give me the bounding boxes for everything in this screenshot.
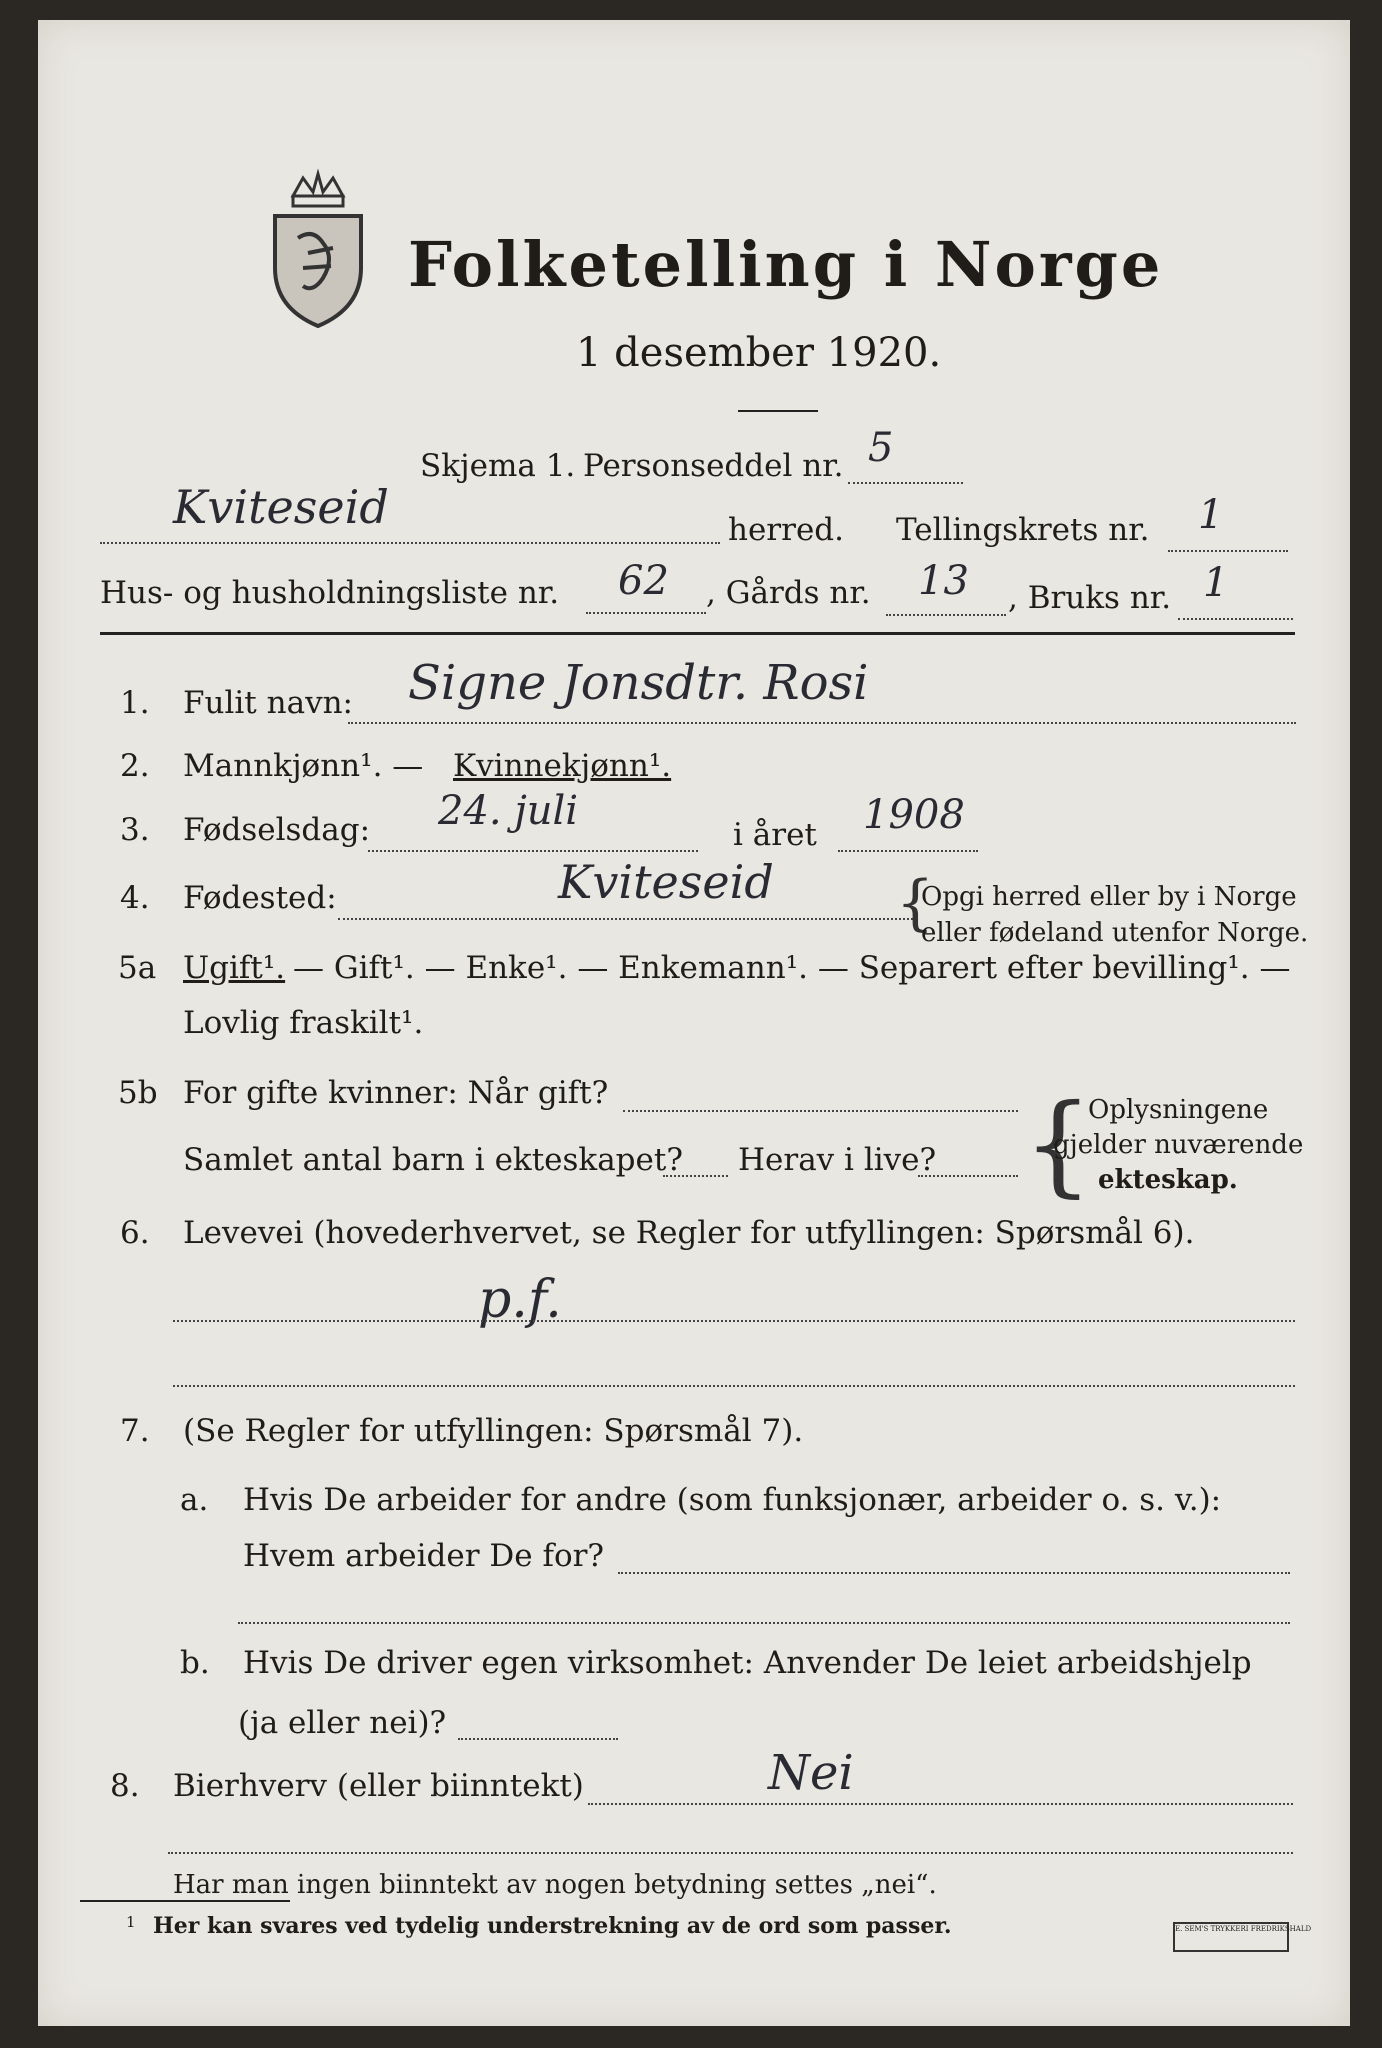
marriage-note-line2: gjelder nuværende	[1053, 1130, 1304, 1160]
q3-number: 3.	[120, 812, 150, 848]
q5b-alive-label: Herav i live?	[738, 1142, 937, 1178]
occupation-value[interactable]: p.f.	[478, 1270, 562, 1330]
bruks-label: , Bruks nr.	[1008, 580, 1172, 616]
marital-divorced-option[interactable]: Lovlig fraskilt¹.	[183, 1005, 424, 1041]
q7a-label: Hvis De arbeider for andre (som funksjonær, arbeider o. s. v.):	[243, 1482, 1222, 1518]
footnote-marker: 1	[126, 1913, 136, 1931]
q7b-yesno-label: (ja eller nei)?	[238, 1705, 447, 1741]
q8-note: Har man ingen biinntekt av nogen betydning settes „nei“.	[173, 1870, 937, 1900]
tellingskrets-value[interactable]: 1	[1198, 492, 1224, 538]
birthplace-value[interactable]: Kviteseid	[558, 855, 774, 909]
herred-value[interactable]: Kviteseid	[173, 480, 389, 534]
q2-number: 2.	[120, 748, 150, 784]
form-date: 1 desember 1920.	[576, 330, 942, 376]
herred-label: herred.	[728, 512, 844, 548]
q4-label: Fødested:	[183, 880, 337, 916]
q7b-label: Hvis De driver egen virksomhet: Anvender De leiet arbeidshjelp	[243, 1645, 1252, 1681]
marriage-note-line1: Oplysningene	[1088, 1095, 1269, 1125]
header-rule	[100, 632, 1295, 635]
q7a-number: a.	[180, 1482, 209, 1518]
printer-stamp-text: E. SEM'S TRYKKERI FREDRIKSHALD	[1175, 1925, 1312, 1933]
q8-number: 8.	[110, 1768, 140, 1804]
q4-number: 4.	[120, 880, 150, 916]
q7a-employer-label: Hvem arbeider De for?	[243, 1538, 605, 1574]
bruks-value[interactable]: 1	[1203, 560, 1229, 606]
brace-icon: {	[1023, 1080, 1093, 1208]
birth-year-label: i året	[733, 817, 817, 853]
census-form	[38, 20, 1350, 2026]
coat-of-arms-icon	[263, 168, 373, 328]
personseddel-label: Personseddel nr.	[583, 448, 844, 484]
gards-value[interactable]: 13	[918, 558, 969, 604]
q6-number: 6.	[120, 1215, 150, 1251]
q3-label: Fødselsdag:	[183, 812, 371, 848]
footnote-text: Her kan svares ved tydelig understrekning av de ord som passer.	[153, 1913, 952, 1939]
footnote-divider	[80, 1900, 290, 1902]
schema-label: Skjema 1.	[420, 448, 576, 484]
personseddel-value[interactable]: 5	[868, 425, 894, 471]
gender-male-option[interactable]: Mannkjønn¹. —	[183, 748, 424, 784]
marital-other-options[interactable]: — Gift¹. — Enke¹. — Enkemann¹. — Separert efter bevilling¹. —	[293, 950, 1291, 986]
q5b-number: 5b	[118, 1075, 158, 1111]
q6-label: Levevei (hovederhvervet, se Regler for utfyllingen: Spørsmål 6).	[183, 1215, 1195, 1251]
q5b-children-label: Samlet antal barn i ekteskapet?	[183, 1142, 683, 1178]
q8-label: Bierhverv (eller biinntekt)	[173, 1768, 584, 1804]
q7-number: 7.	[120, 1413, 150, 1449]
gards-label: , Gårds nr.	[706, 575, 871, 611]
marital-unmarried-option[interactable]: Ugift¹.	[183, 950, 286, 986]
printer-stamp	[1173, 1922, 1312, 1952]
marriage-note-line3: ekteskap.	[1098, 1165, 1238, 1195]
birthplace-note-line1: Opgi herred eller by i Norge	[921, 882, 1297, 912]
brace-icon: {	[896, 868, 935, 938]
q7b-number: b.	[180, 1645, 210, 1681]
title-divider	[738, 410, 818, 412]
side-income-value[interactable]: Nei	[768, 1745, 854, 1801]
tellingskrets-label: Tellingskrets nr.	[896, 512, 1150, 548]
q5b-label: For gifte kvinner: Når gift?	[183, 1075, 609, 1111]
q7-label: (Se Regler for utfyllingen: Spørsmål 7).	[183, 1413, 804, 1449]
birthplace-note-line2: eller fødeland utenfor Norge.	[921, 918, 1309, 948]
birth-year-value[interactable]: 1908	[863, 792, 965, 838]
q1-label: Fulit navn:	[183, 685, 353, 721]
gender-female-option[interactable]: Kvinnekjønn¹.	[453, 748, 672, 784]
hus-value[interactable]: 62	[618, 558, 669, 604]
birthdate-value[interactable]: 24. juli	[438, 788, 579, 834]
q1-number: 1.	[120, 685, 150, 721]
full-name-value[interactable]: Signe Jonsdtr. Rosi	[408, 655, 869, 711]
form-title: Folketelling i Norge	[408, 228, 1164, 301]
q5a-number: 5a	[118, 950, 157, 986]
hus-label: Hus- og husholdningsliste nr.	[100, 575, 560, 611]
